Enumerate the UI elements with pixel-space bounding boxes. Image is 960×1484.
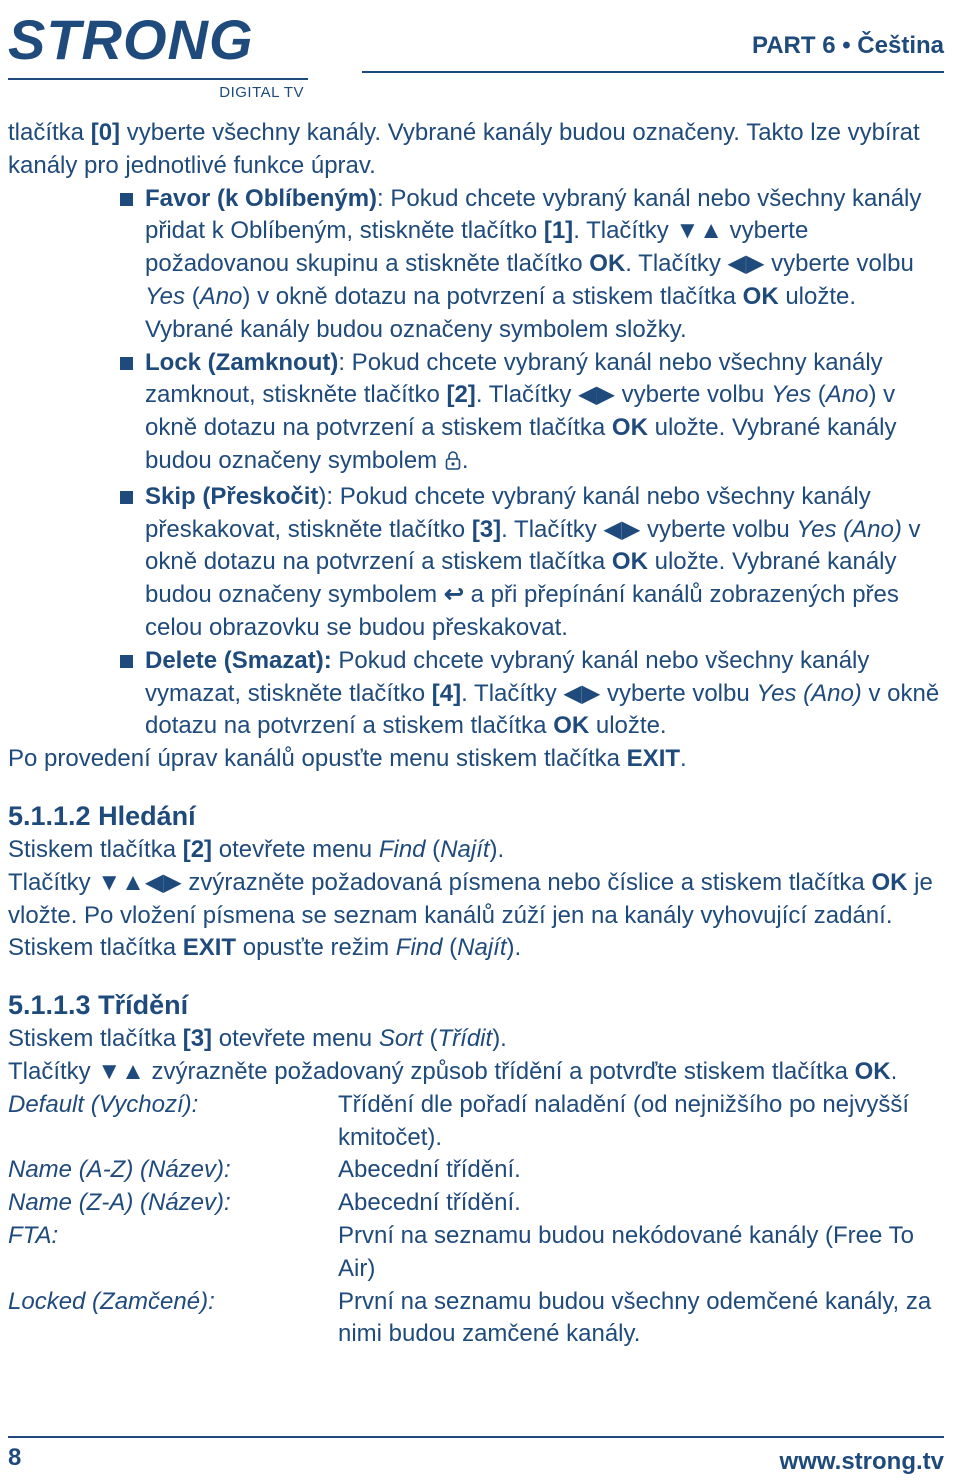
text: opusťte režim	[236, 934, 396, 962]
text: ) v okně dotazu na potvrzení a stiskem tlačítka	[145, 381, 896, 442]
find-paragraph-1	[8, 834, 948, 867]
option-label: Ano	[199, 282, 243, 310]
item-title: Delete (Smazat):	[145, 646, 332, 674]
text: Tlačítky	[8, 868, 98, 896]
text: . Tlačítky	[625, 250, 728, 278]
bullet-square-icon	[120, 655, 133, 668]
text: Stiskem tlačítka	[8, 934, 183, 962]
key-label: [2]	[446, 381, 476, 409]
key-label: OK	[589, 250, 626, 278]
key-label: OK	[871, 868, 908, 896]
logo-underline	[8, 78, 308, 80]
text: vyberte volbu	[640, 515, 797, 543]
text: . Tlačítky	[573, 217, 676, 245]
text: otevřete menu	[212, 835, 379, 863]
menu-name: Najít	[440, 835, 490, 863]
intro-paragraph	[8, 117, 948, 183]
text: ): Pokud chcete vybraný kanál nebo všechny kanály přeskakovat, stiskněte tlačítko	[145, 482, 871, 543]
key-label: [3]	[471, 515, 502, 543]
option-label: Ano	[825, 381, 869, 409]
header-rule	[362, 71, 944, 73]
menu-name: Najít	[457, 934, 507, 962]
text: Stiskem tlačítka	[8, 835, 183, 863]
text: je vložte. Po vložení písmena se seznam kanálů zúží jen na kanály vyhovující zadání.	[8, 868, 933, 929]
arrow-keys-icon: ▼▲	[97, 1057, 145, 1085]
key-label: [4]	[431, 679, 462, 707]
sort-option-description: První na seznamu budou nekódované kanály (Free To Air)	[338, 1221, 914, 1282]
sort-row-locked	[8, 1286, 948, 1352]
text: ).	[489, 835, 505, 863]
list-item-favor	[145, 183, 948, 347]
key-label: EXIT	[626, 745, 681, 773]
text: .	[680, 745, 687, 773]
text: (	[811, 381, 826, 409]
bullet-square-icon	[120, 357, 133, 370]
text: uložte. Vybrané kanály budou označeny symbolem	[145, 548, 897, 609]
list-item-lock	[145, 347, 948, 481]
key-label: EXIT	[182, 934, 237, 962]
sort-option-description: Abecední třídění.	[338, 1189, 521, 1217]
arrow-keys-icon: ◀▶	[578, 381, 615, 409]
text: uložte. Vybrané kanály budou označeny symbolem	[145, 414, 897, 474]
logo-subtitle: DIGITAL TV	[219, 84, 304, 101]
text: ).	[492, 1025, 507, 1053]
text: zvýrazněte požadovaná písmena nebo číslice a stiskem tlačítka	[181, 868, 872, 896]
text: (	[442, 934, 458, 962]
find-paragraph-3	[8, 932, 948, 965]
list-item-skip	[145, 481, 948, 645]
sort-options-table	[8, 1089, 948, 1351]
key-label: [2]	[182, 835, 213, 863]
arrow-keys-icon: ◀▶	[563, 679, 601, 707]
key-label: [1]	[543, 217, 574, 245]
menu-name: Sort	[378, 1025, 423, 1053]
text: . Tlačítky	[475, 381, 579, 409]
sort-option-name: Name (A-Z) (Název):	[8, 1156, 231, 1184]
text: Pokud chcete vybraný kanál nebo všechny kanály vymazat, stiskněte tlačítko	[145, 646, 870, 707]
text: vyberte volbu	[600, 679, 757, 707]
text: : Pokud chcete vybraný kanál nebo všechny kanály zamknout, stiskněte tlačítko	[145, 348, 883, 409]
text: ) v okně dotazu na potvrzení a stiskem tlačítka	[242, 282, 743, 310]
key-label: OK	[611, 548, 648, 576]
text: vyberte volbu	[614, 381, 772, 409]
text: .	[461, 446, 469, 474]
text: vyberte volbu	[764, 250, 914, 278]
skip-icon: ↩	[443, 581, 464, 609]
text: tlačítka	[8, 119, 91, 146]
list-item-delete	[145, 645, 948, 743]
text: : Pokud chcete vybraný kanál nebo všechny kanály přidat k Oblíbeným, stiskněte tlačítko	[145, 184, 922, 245]
text: uložte. Vybrané kanály budou označeny symbolem složky.	[145, 282, 857, 343]
sort-row-default	[8, 1089, 948, 1155]
page-number: 8	[8, 1444, 22, 1471]
footer-rule	[8, 1436, 944, 1438]
item-title: Lock (Zamknout)	[145, 348, 339, 376]
arrow-keys-icon: ◀▶	[603, 515, 641, 543]
text: (	[425, 835, 441, 863]
bullet-square-icon	[120, 491, 133, 504]
sort-option-description: Abecední třídění.	[338, 1156, 521, 1184]
key-label: OK	[742, 282, 779, 310]
text: .	[890, 1057, 898, 1085]
text: ).	[506, 934, 522, 962]
arrow-keys-icon: ◀▶	[727, 250, 765, 278]
section-heading-sort: 5.1.1.3 Třídění	[8, 990, 189, 1021]
text: . Tlačítky	[501, 515, 604, 543]
bullet-square-icon	[120, 193, 133, 206]
key-label: [3]	[182, 1025, 213, 1053]
menu-name: Find	[378, 835, 426, 863]
exit-paragraph	[8, 743, 948, 776]
text: vyberte požadovanou skupinu a stiskněte tlačítko	[145, 217, 809, 278]
key-label: [0]	[90, 119, 121, 146]
arrow-keys-icon: ▼▲	[675, 217, 723, 245]
edit-functions-list	[8, 183, 948, 744]
section-heading-find: 5.1.1.2 Hledání	[8, 800, 196, 831]
part-title: PART 6 • Čeština	[752, 32, 944, 59]
sort-option-description: Třídění dle pořadí naladění (od nejnižšího po nejvyšší kmitočet).	[338, 1090, 910, 1151]
key-label: OK	[854, 1057, 891, 1085]
menu-name: Třídit	[437, 1025, 493, 1053]
sort-option-description: První na seznamu budou všechny odemčené kanály, za nimi budou zamčené kanály.	[338, 1287, 932, 1348]
text: vyberte všechny kanály. Vybrané kanály budou označeny. Takto lze vybírat kanály pro jednotlivé funkce úprav.	[8, 119, 920, 179]
sort-paragraph-1	[8, 1023, 948, 1056]
text: a při přepínání kanálů zobrazených přes celou obrazovku se budou přeskakovat.	[145, 581, 899, 641]
find-paragraph-2	[8, 867, 948, 933]
page-content	[8, 117, 948, 1351]
text: . Tlačítky	[461, 679, 564, 707]
sort-option-name: Locked (Zamčené):	[8, 1287, 215, 1315]
sort-option-name: Default (Vychozí):	[8, 1090, 199, 1118]
sort-row-name-za	[8, 1187, 948, 1220]
text: otevřete menu	[212, 1025, 379, 1053]
sort-paragraph-2	[8, 1056, 948, 1089]
text: Po provedení úprav kanálů opusťte menu stiskem tlačítka	[8, 745, 627, 773]
text: Stiskem tlačítka	[8, 1025, 183, 1053]
text: (	[422, 1025, 438, 1053]
option-label: Yes (Ano)	[756, 679, 862, 707]
option-label: Yes	[771, 381, 812, 409]
strong-logo	[8, 10, 308, 100]
item-title: Skip (Přeskočit	[145, 482, 319, 510]
sort-row-fta	[8, 1220, 948, 1286]
text: uložte.	[589, 712, 667, 740]
text: (	[185, 282, 200, 310]
text: v okně dotazu na potvrzení a stiskem tlačítka	[145, 679, 940, 740]
text: Tlačítky	[8, 1057, 98, 1085]
website-url: www.strong.tv	[779, 1448, 944, 1475]
lock-icon	[444, 448, 462, 481]
menu-name: Find	[395, 934, 443, 962]
sort-row-name-az	[8, 1154, 948, 1187]
option-label: Yes (Ano)	[796, 515, 902, 543]
item-title: Favor (k Oblíbeným)	[145, 184, 378, 212]
text: zvýrazněte požadovaný způsob třídění a potvrďte stiskem tlačítka	[144, 1057, 855, 1085]
option-label: Yes	[145, 282, 186, 310]
sort-option-name: FTA:	[8, 1221, 59, 1249]
text: v okně dotazu na potvrzení a stiskem tlačítka	[145, 515, 921, 576]
logo-wordmark: STRONG	[8, 8, 254, 71]
key-label: OK	[553, 712, 590, 740]
arrow-keys-icon: ▼▲◀▶	[97, 868, 182, 896]
key-label: OK	[611, 414, 648, 442]
sort-option-name: Name (Z-A) (Název):	[8, 1189, 231, 1217]
